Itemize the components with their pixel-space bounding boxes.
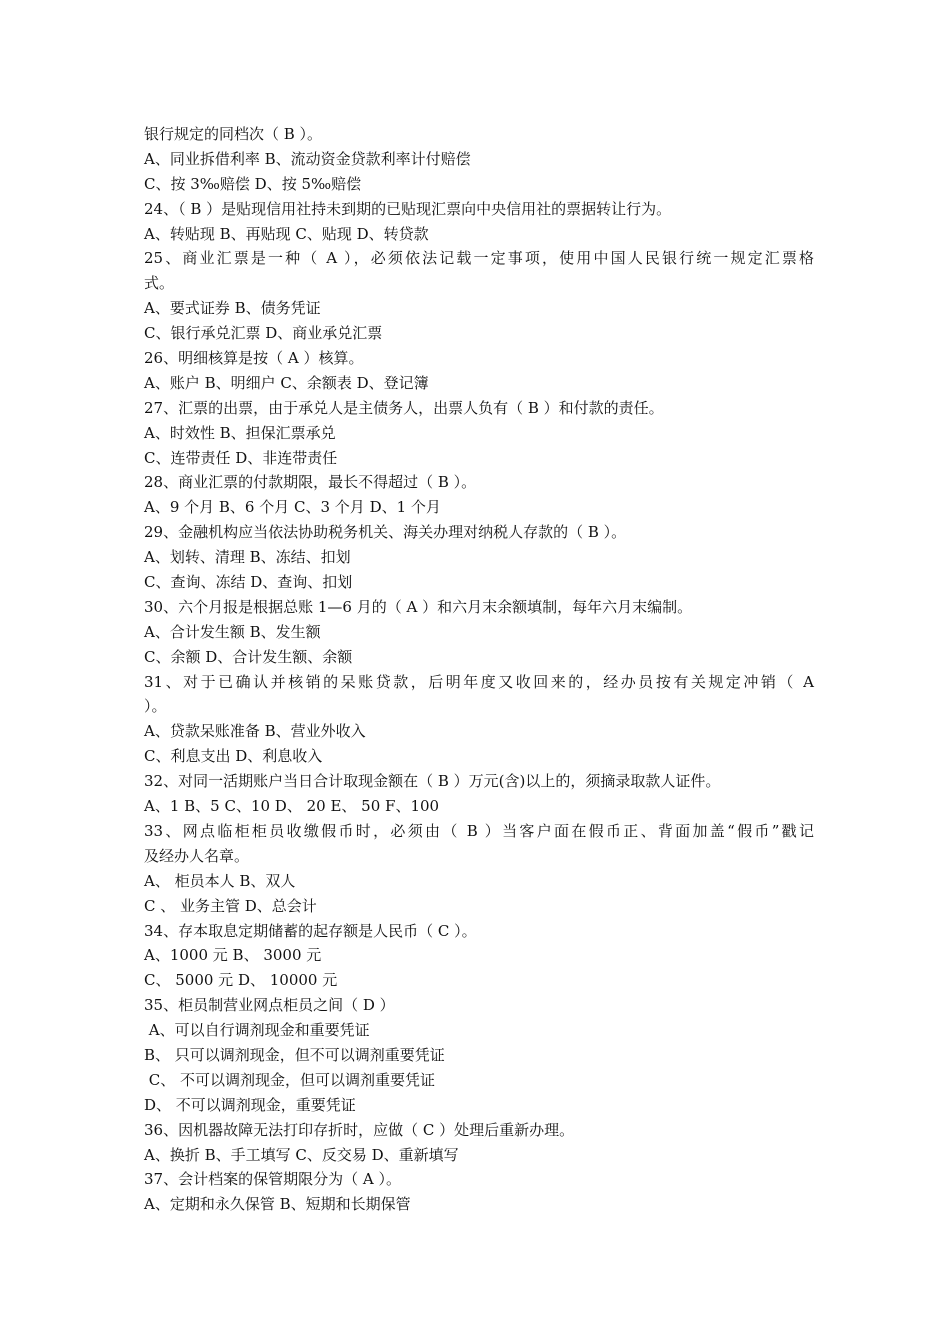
answer-options: A、时效性 B、担保汇票承兑 [144, 423, 336, 442]
answer-options: A、转贴现 B、再贴现 C、贴现 D、转贷款 [144, 224, 429, 243]
question-29: 29、金融机构应当依法协助税务机关、海关办理对纳税人存款的（ B ）。 [144, 523, 627, 542]
answer-options: A、9 个月 B、6 个月 C、3 个月 D、1 个月 [144, 498, 441, 517]
question-26: 26、明细核算是按（ A ）核算。 [144, 349, 364, 368]
answer-options: A、账户 B、明细户 C、余额表 D、登记簿 [144, 373, 429, 392]
answer-options: A、同业拆借利率 B、流动资金贷款利率计付赔偿 [144, 149, 471, 168]
question-27: 27、汇票的出票，由于承兑人是主债务人，出票人负有（ B ）和付款的责任。 [144, 398, 664, 417]
question-37: 37、会计档案的保管期限分为（ A ）。 [144, 1170, 401, 1189]
question-31: 31、对于已确认并核销的呆账贷款，后明年度又收回来的，经办员按有关规定冲销（ A [144, 672, 814, 691]
answer-options: A、贷款呆账准备 B、营业外收入 [144, 722, 366, 741]
question-33: 33、网点临柜柜员收缴假币时，必须由（ B ）当客户面在假币正、背面加盖“假币”戳记 [144, 821, 814, 840]
answer-options: A、划转、清理 B、冻结、扣划 [144, 548, 351, 567]
question-32: 32、对同一活期账户当日合计取现金额在（ B ）万元(含)以上的，须摘录取款人证件。 [144, 772, 721, 791]
answer-options: C、连带责任 D、非连带责任 [144, 448, 338, 467]
answer-options: C、余额 D、合计发生额、余额 [144, 647, 353, 666]
question-25-cont: 式。 [144, 274, 175, 293]
question-25: 25、商业汇票是一种（ A ），必须依法记载一定事项，使用中国人民银行统一规定汇票格 [144, 249, 814, 268]
question-33-cont: 及经办人名章。 [144, 846, 250, 865]
answer-option-d: D、 不可以调剂现金，重要凭证 [144, 1095, 356, 1114]
answer-option-b: B、 只可以调剂现金，但不可以调剂重要凭证 [144, 1045, 445, 1064]
question-36: 36、因机器故障无法打印存折时，应做（ C ）处理后重新办理。 [144, 1120, 575, 1139]
document-page [144, 122, 814, 1217]
answer-options: C、按 3‰赔偿 D、按 5‰赔偿 [144, 174, 362, 193]
answer-options: A、定期和永久保管 B、短期和长期保管 [144, 1195, 411, 1214]
answer-options: C、查询、冻结 D、查询、扣划 [144, 573, 353, 592]
answer-options: C、利息支出 D、利息收入 [144, 747, 323, 766]
answer-options: A、1 B、5 C、10 D、 20 E、 50 F、100 [144, 797, 440, 816]
answer-options: A、要式证券 B、债务凭证 [144, 299, 321, 318]
text-line: 银行规定的同档次（ B ）。 [144, 125, 323, 143]
answer-options: A、 柜员本人 B、双人 [144, 871, 296, 890]
answer-option-a: A、可以自行调剂现金和重要凭证 [144, 1021, 370, 1040]
question-35: 35、柜员制营业网点柜员之间（ D ） [144, 996, 395, 1015]
answer-options: C、 5000 元 D、 10000 元 [144, 971, 338, 990]
question-34: 34、存本取息定期储蓄的起存额是人民币（ C ）。 [144, 921, 477, 940]
answer-option-c: C、 不可以调剂现金，但可以调剂重要凭证 [144, 1070, 436, 1089]
question-28: 28、商业汇票的付款期限，最长不得超过（ B ）。 [144, 473, 477, 492]
answer-options: A、换折 B、手工填写 C、反交易 D、重新填写 [144, 1145, 459, 1164]
answer-options: C、银行承兑汇票 D、商业承兑汇票 [144, 324, 383, 343]
answer-options: A、合计发生额 B、发生额 [144, 622, 321, 641]
question-24: 24、（ B ）是贴现信用社持未到期的已贴现汇票向中央信用社的票据转让行为。 [144, 199, 672, 218]
answer-options: C 、 业务主管 D、总会计 [144, 896, 317, 915]
answer-options: A、1000 元 B、 3000 元 [144, 946, 322, 965]
question-30: 30、六个月报是根据总账 1—6 月的（ A ）和六月末余额填制，每年六月末编制。 [144, 597, 693, 616]
question-31-cont: ）。 [144, 697, 167, 716]
